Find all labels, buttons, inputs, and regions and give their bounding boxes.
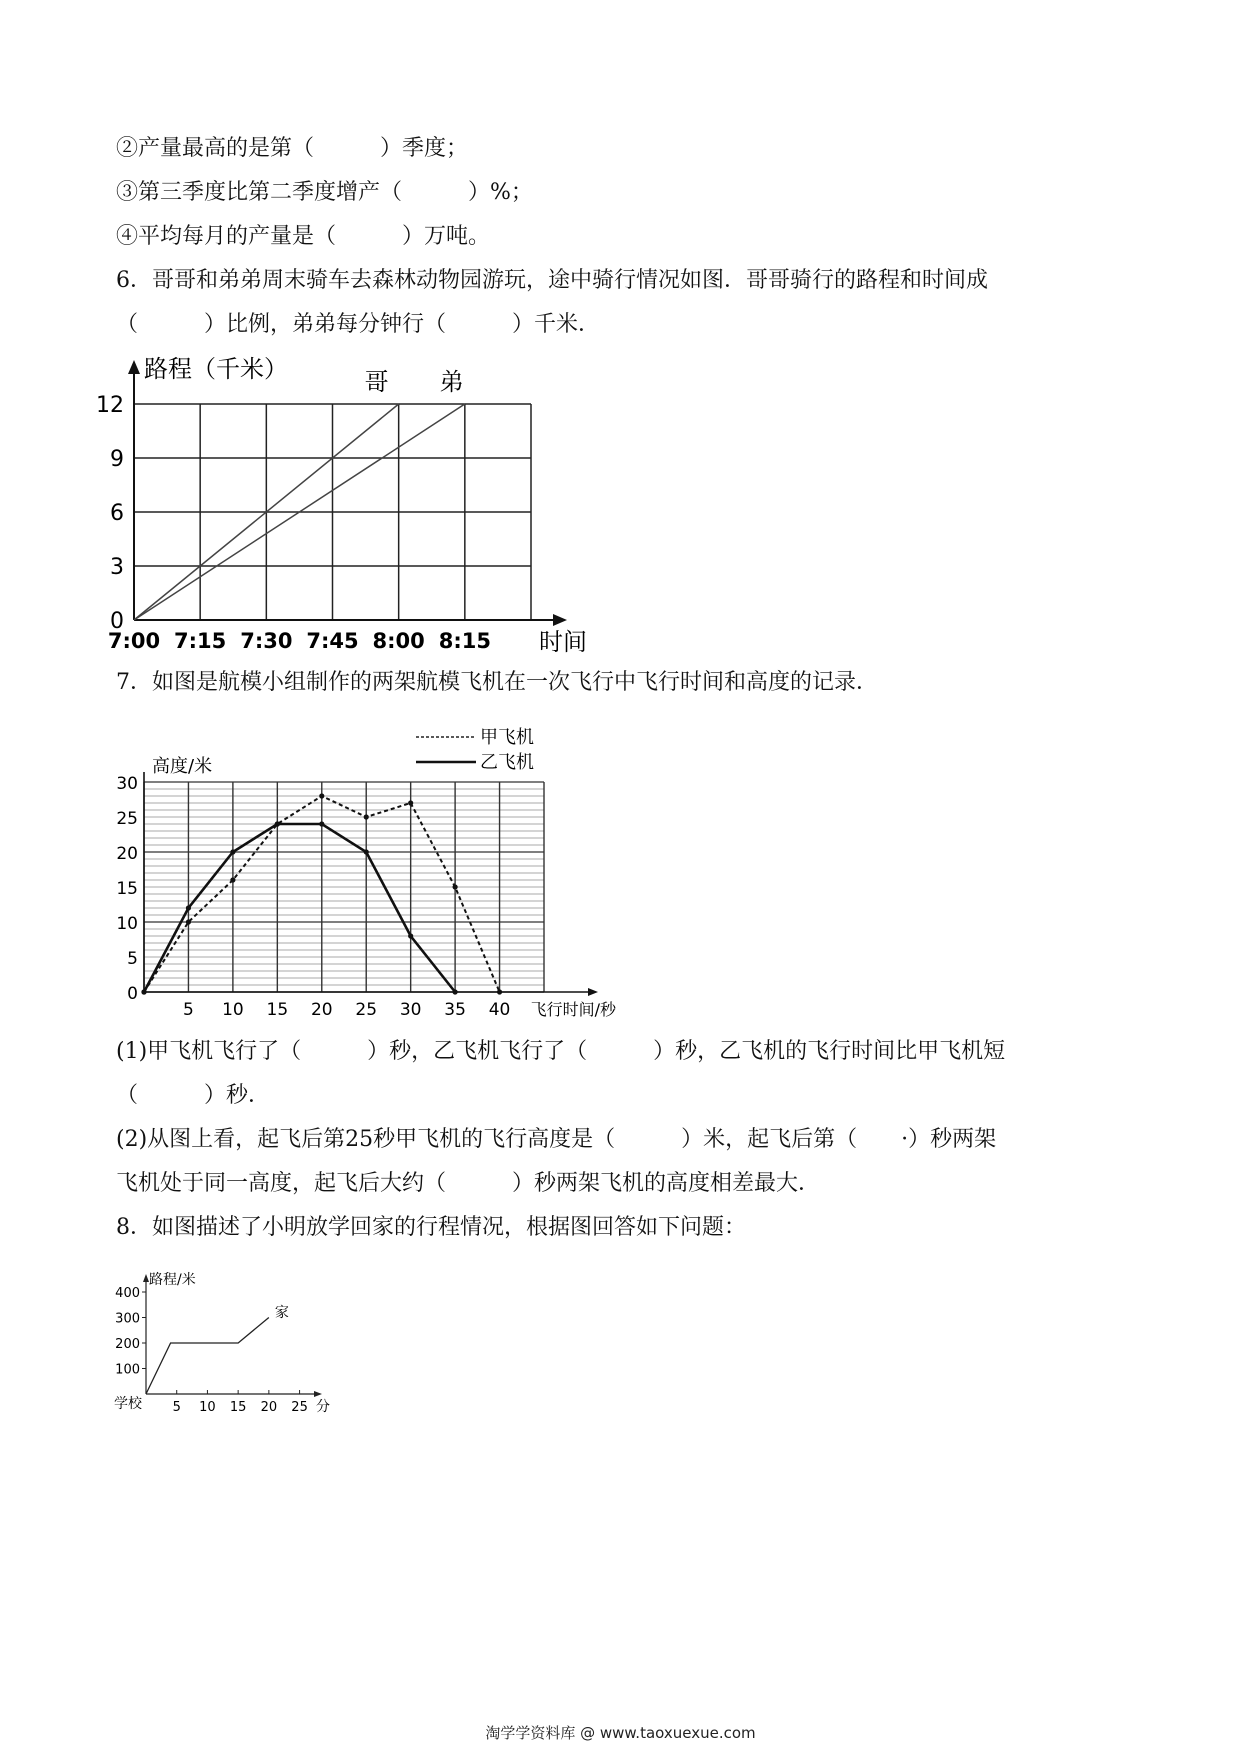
chart-model-planes [100,715,640,1025]
data-point [453,989,458,994]
x-axis-label: 飞行时间/秒 [530,1000,617,1019]
question-8-text: 8．如图描述了小明放学回家的行程情况，根据图回答如下问题： [116,1215,746,1240]
question-7-part1-cont: （ ）秒． [116,1083,271,1108]
x-tick-label: 7:00 [107,629,161,653]
series-line-route [146,1318,269,1395]
legend-label: 乙飞机 [480,752,534,773]
x-axis-arrow [314,1391,322,1397]
chart-riding-distance [96,350,587,660]
question-6-text-cont: （ ）比例，弟弟每分钟行（ ）千米． [116,312,601,337]
y-axis-label: 路程（千米） [144,355,288,383]
x-tick-label: 8:15 [438,629,491,653]
question-7-part2-cont: 飞机处于同一高度，起飞后大约（ ）秒两架飞机的高度相差最大． [116,1171,821,1196]
x-tick-label: 7:15 [174,629,227,653]
x-tick-label: 7:45 [306,629,359,653]
y-tick-label: 200 [115,1337,140,1352]
y-axis-arrow [128,360,140,374]
series-label: 哥 [364,368,389,396]
data-point [364,849,369,854]
y-tick-label: 30 [116,774,138,794]
question-7-text: 7．如图是航模小组制作的两架航模飞机在一次飞行中飞行时间和高度的记录． [116,670,878,695]
y-tick-label: 15 [116,879,138,899]
data-point [408,933,413,938]
y-tick-label: 0 [127,984,138,1004]
legend-label: 甲飞机 [480,727,534,748]
question-6-text: 6．哥哥和弟弟周末骑车去森林动物园游玩，途中骑行情况如图．哥哥骑行的路程和时间成 [116,268,989,293]
x-axis-arrow [553,614,567,626]
data-point [141,989,146,994]
question-5-part2: ②产量最高的是第（ ）季度； [116,136,469,161]
y-tick-label: 12 [96,393,124,418]
x-tick-label: 5 [172,1400,181,1415]
data-point [186,905,191,910]
question-7-part2: (2)从图上看，起飞后第25秒甲飞机的飞行高度是（ ）米，起飞后第（ ·）秒两架 [116,1127,997,1152]
y-tick-label: 100 [115,1362,140,1378]
data-point [453,884,458,889]
data-point [186,919,191,924]
data-point [497,989,502,994]
x-tick-label: 20 [260,1400,278,1415]
data-point [230,849,235,854]
x-tick-label: 25 [291,1400,308,1415]
data-point [230,877,235,882]
y-tick-label: 6 [110,501,124,526]
x-tick-label: 7:30 [240,629,293,653]
origin-label: 学校 [114,1396,142,1412]
question-5-part3: ③第三季度比第二季度增产（ ）%； [116,180,533,205]
x-tick-label: 5 [183,1000,194,1020]
x-tick-label: 20 [310,1000,333,1020]
x-tick-label: 15 [229,1400,247,1415]
data-point [364,814,369,819]
x-tick-label: 25 [355,1000,378,1020]
y-tick-label: 5 [127,949,138,969]
y-tick-label: 300 [115,1311,140,1327]
chart-walk-home [100,1258,360,1438]
x-tick-label: 10 [199,1400,216,1415]
annotation-home: 家 [274,1304,289,1321]
y-tick-label: 20 [116,844,138,864]
x-axis-label: 时间 [539,628,587,656]
data-point [319,793,324,798]
x-tick-label: 40 [488,1000,511,1020]
y-tick-label: 400 [115,1286,140,1301]
y-tick-label: 3 [110,555,124,580]
x-tick-label: 15 [266,1000,289,1020]
y-tick-label: 0 [110,609,124,634]
question-7-part1: (1)甲飞机飞行了（ ）秒，乙飞机飞行了（ ）秒，乙飞机的飞行时间比甲飞机短 [116,1039,1006,1064]
footer-watermark: 淘学学资料库 @ www.taoxuexue.com [485,1724,756,1742]
x-axis-label: 分 [316,1399,330,1415]
data-point [319,821,324,826]
y-axis-label: 路程/米 [149,1272,196,1288]
x-axis-arrow [588,988,598,996]
data-point [408,800,413,805]
y-tick-label: 25 [116,809,138,829]
y-tick-label: 10 [116,914,138,934]
x-tick-label: 30 [399,1000,422,1020]
question-5-part4: ④平均每月的产量是（ ）万吨。 [116,224,491,249]
x-tick-label: 8:00 [372,629,425,653]
series-label: 弟 [439,368,464,396]
x-tick-label: 35 [444,1000,466,1020]
y-axis-label: 高度/米 [152,756,213,777]
x-tick-label: 10 [222,1000,244,1020]
data-point [275,821,280,826]
y-tick-label: 9 [110,447,124,472]
